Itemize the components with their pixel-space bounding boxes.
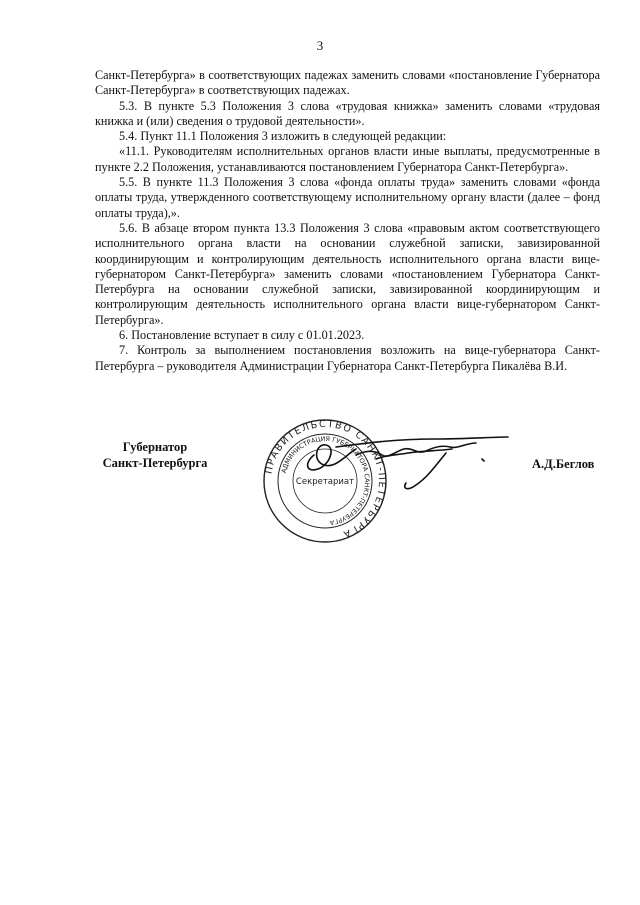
signatory-title-line2: Санкт-Петербурга <box>102 455 208 470</box>
paragraph-5-3: 5.3. В пункте 5.3 Положения 3 слова «трудовая книжка» заменить словами «трудовая книжка и (или) сведения о трудовой деятельности». <box>95 98 600 128</box>
paragraph-11-1: «11.1. Руководителям исполнительных органов власти иные выплаты, предусмотренные в пункте 2.2 Положения, устанавливаются постановлением Губернатора Санкт-Петербурга». <box>95 144 600 174</box>
paragraph-5-4: 5.4. Пункт 11.1 Положения 3 изложить в следующей редакции: <box>119 129 447 144</box>
paragraph-5-6: 5.6. В абзаце втором пункта 13.3 Положения 3 слова «правовым актом соответствующего исполнительного органа власти на основании служебной записки, завизированной координирующим и контролирующим деятельность исполнительного органа власти вице-губернатором Санкт-Петербурга» заменить словами «постановлением Губернатора Санкт-Петербурга на основании служебной записки, завизированной координирующим и контролирующим деятельность исполнительного органа власти вице-губернатором Санкт-Петербурга». <box>95 220 600 327</box>
handwritten-signature <box>296 425 516 495</box>
paragraph-6: 6. Постановление вступает в силу с 01.01.2023. <box>119 328 365 343</box>
signatory-title <box>95 440 215 471</box>
seal-inner-text: АДМИНИСТРАЦИЯ ГУБЕРНАТОРА САНКТ-ПЕТЕРБУРГА <box>279 434 372 527</box>
paragraph-7: 7. Контроль за выполнением постановления возложить на вице-губернатора Санкт-Петербурга – руководителя Администрации Губернатора Санкт-Петербурга Пикалёва В.И. <box>95 343 600 373</box>
paragraph-1: Санкт-Петербурга» в соответствующих падежах заменить словами «постановление Губернатора Санкт-Петербурга» в соответствующих падежах. <box>95 68 600 98</box>
paragraph-5-5: 5.5. В пункте 11.3 Положения 3 слова «фонда оплаты труда» заменить словами «фонда оплаты труда, утвержденного соответствующему исполнительному органу власти (далее – фонд оплаты труда),». <box>95 175 600 220</box>
seal-outer-text: ПРАВИТЕЛЬСТВО САНКТ-ПЕТЕРБУРГА <box>263 418 388 540</box>
page-number: 3 <box>316 38 324 53</box>
signatory-title-line1: Губернатор <box>122 440 188 454</box>
document-body <box>95 68 600 374</box>
signatory-name: А.Д.Беглов <box>532 457 595 471</box>
seal-center-text: Секретариат <box>295 477 355 487</box>
